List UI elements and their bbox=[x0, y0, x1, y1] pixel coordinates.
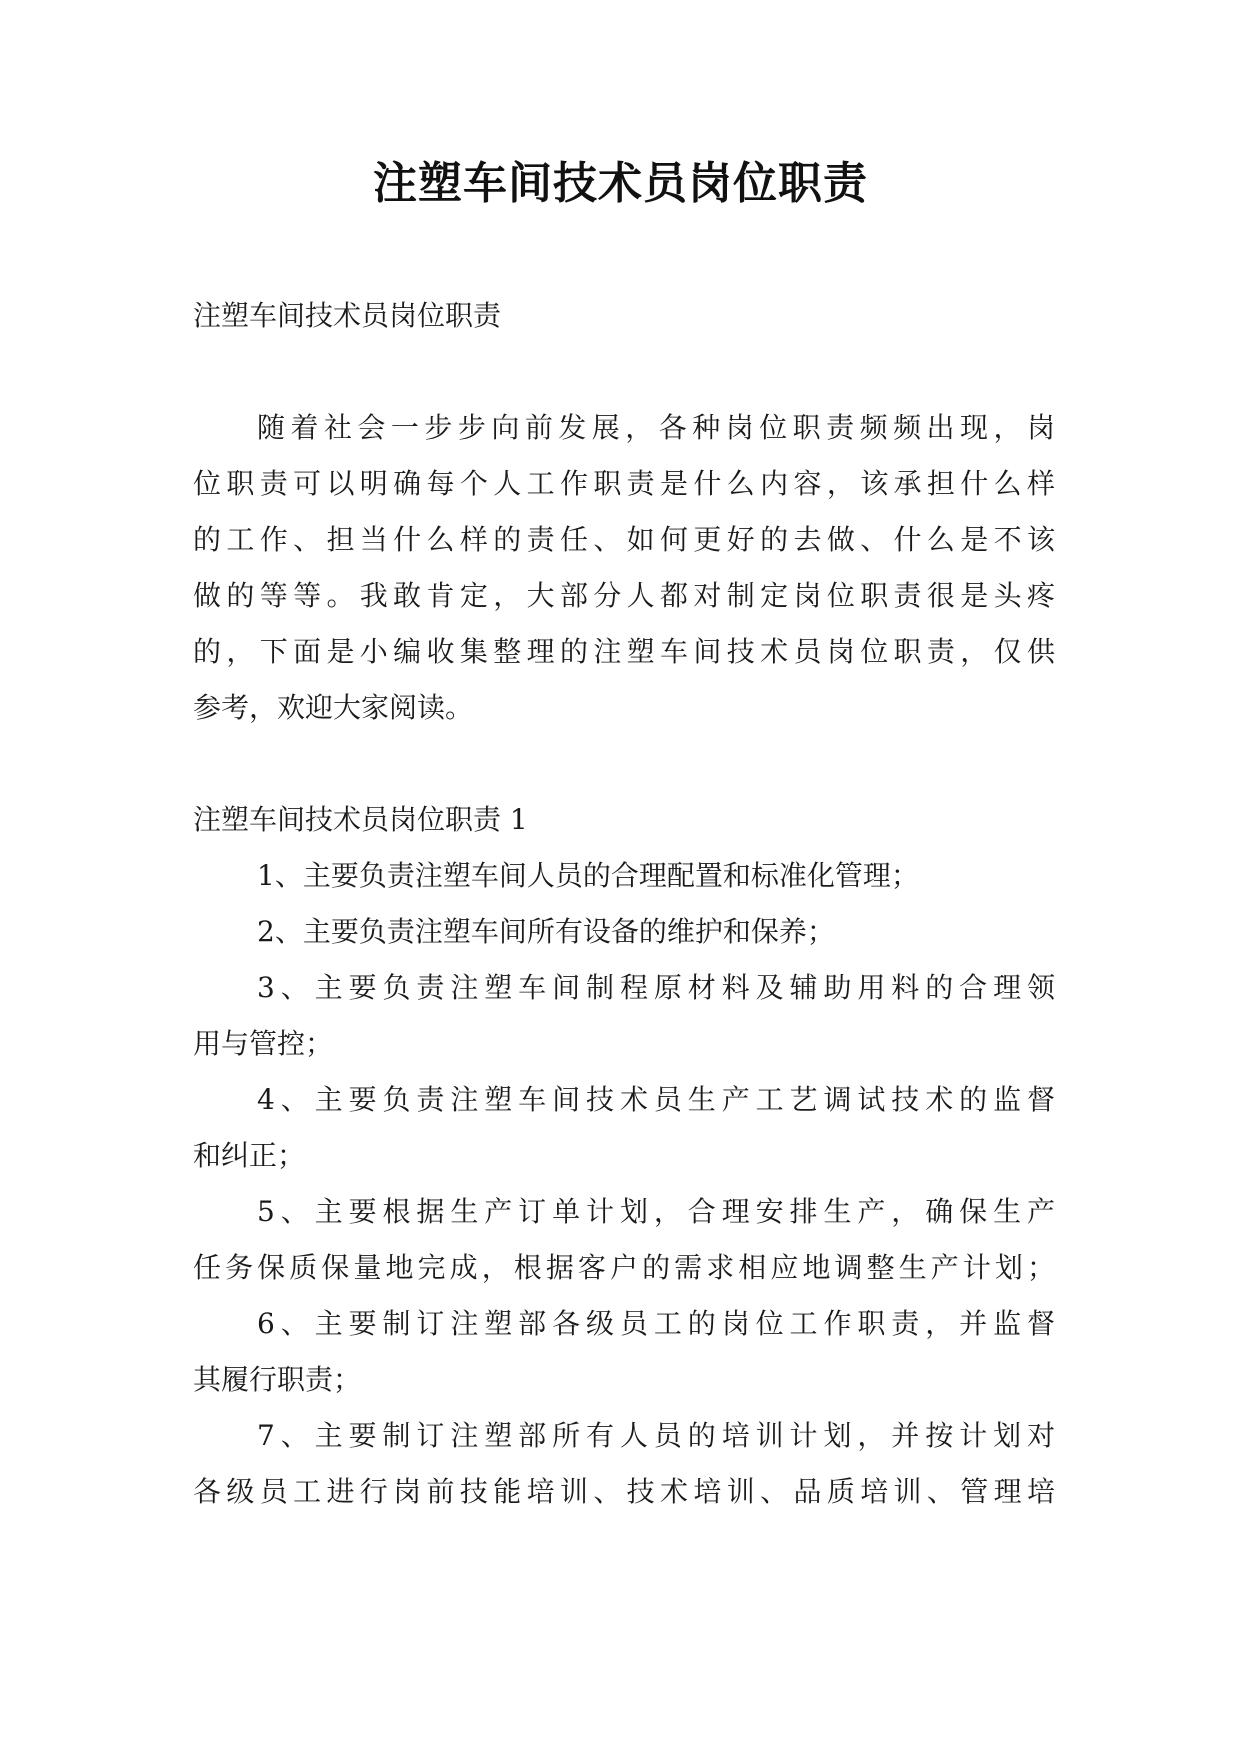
document-subtitle: 注塑车间技术员岗位职责 bbox=[193, 299, 502, 332]
duty-line: 其履行职责； bbox=[193, 1363, 362, 1396]
spacer bbox=[193, 736, 1055, 792]
duty-item bbox=[193, 1072, 1055, 1184]
duty-line: 各级员工进行岗前技能培训、技术培训、品质培训、管理培 bbox=[193, 1475, 1055, 1508]
duty-item bbox=[193, 1408, 1055, 1520]
duty-line: 5、主要根据生产订单计划，合理安排生产，确保生产 bbox=[257, 1195, 1055, 1228]
intro-line: 做的等等。我敢肯定，大部分人都对制定岗位职责很是头疼 bbox=[193, 579, 1055, 612]
duty-line: 4、主要负责注塑车间技术员生产工艺调试技术的监督 bbox=[257, 1083, 1055, 1116]
section-heading: 注塑车间技术员岗位职责 1 bbox=[193, 803, 528, 836]
duty-line: 3、主要负责注塑车间制程原材料及辅助用料的合理领 bbox=[257, 971, 1055, 1004]
duty-line: 和纠正； bbox=[193, 1139, 306, 1172]
duty-item bbox=[193, 1296, 1055, 1408]
duty-item bbox=[193, 848, 1055, 904]
duty-item bbox=[193, 904, 1055, 960]
intro-paragraph bbox=[193, 400, 1055, 736]
intro-line: 参考，欢迎大家阅读。 bbox=[193, 691, 474, 724]
duty-line: 7、主要制订注塑部所有人员的培训计划，并按计划对 bbox=[257, 1419, 1055, 1452]
duty-item bbox=[193, 960, 1055, 1072]
document-title: 注塑车间技术员岗位职责 bbox=[373, 158, 868, 209]
intro-line: 位职责可以明确每个人工作职责是什么内容，该承担什么样 bbox=[193, 467, 1055, 500]
intro-line: 的，下面是小编收集整理的注塑车间技术员岗位职责，仅供 bbox=[193, 635, 1055, 668]
intro-line: 随着社会一步步向前发展，各种岗位职责频频出现，岗 bbox=[257, 411, 1055, 444]
duty-line: 任务保质保量地完成，根据客户的需求相应地调整生产计划； bbox=[193, 1251, 1055, 1284]
intro-line: 的工作、担当什么样的责任、如何更好的去做、什么是不该 bbox=[193, 523, 1055, 556]
duty-list bbox=[193, 848, 1055, 1520]
duty-line: 2、主要负责注塑车间所有设备的维护和保养； bbox=[257, 915, 835, 948]
duty-item bbox=[193, 1184, 1055, 1296]
duty-line: 用与管控； bbox=[193, 1027, 334, 1060]
duty-line: 6、主要制订注塑部各级员工的岗位工作职责，并监督 bbox=[257, 1307, 1055, 1340]
duty-line: 1、主要负责注塑车间人员的合理配置和标准化管理； bbox=[257, 859, 919, 892]
document-body bbox=[193, 288, 1055, 1520]
spacer bbox=[193, 344, 1055, 400]
